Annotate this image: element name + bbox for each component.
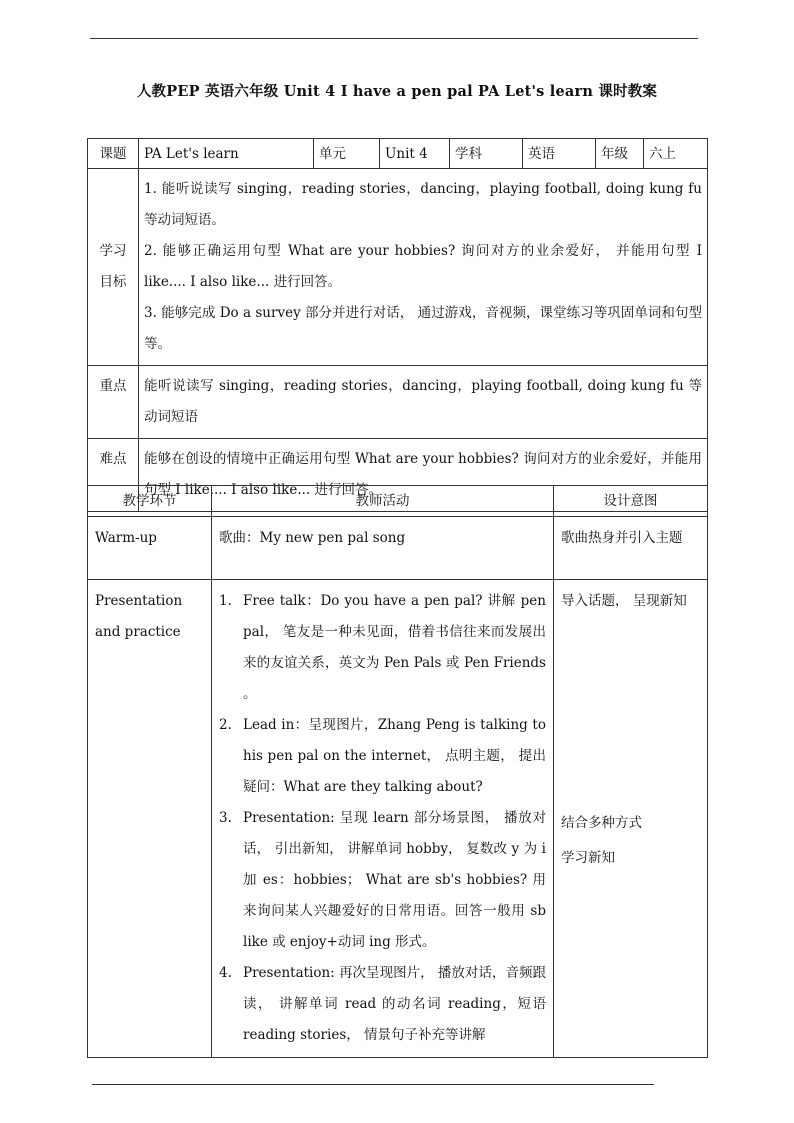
key-points-content: 能听说读写 singing，reading stories，dancing，playing football, doing kung fu 等动词短语 [139,366,708,439]
header-activity: 教师活动 [212,486,554,517]
unit-value: Unit 4 [380,139,450,169]
warmup-stage: Warm-up [88,517,212,580]
objectives-label: 学习目标 [88,169,139,366]
page-title: 人教PEP 英语六年级 Unit 4 I have a pen pal PA Let's learn 课时教案 [136,83,658,100]
objective-item-3: 3. 能够完成 Do a survey 部分并进行对话， 通过游戏，音视频，课堂练习等巩固单词和句型等。 [144,305,702,352]
warmup-intent: 歌曲热身并引入主题 [554,517,708,580]
subject-value: 英语 [523,139,596,169]
intent-line-1: 导入话题， 呈现新知 [561,593,687,609]
header-intent: 设计意图 [554,486,708,517]
unit-label: 单元 [314,139,380,169]
topic-value: PA Let's learn [139,139,314,169]
grade-value: 六上 [644,139,708,169]
presentation-intent [554,580,708,1058]
presentation-activity [212,580,554,1058]
activity-steps [219,586,546,1051]
header-rule [90,38,698,39]
activity-step: 3. Presentation: 呈现 learn 部分场景图， 播放对话， 引出新知， 讲解单词 hobby， 复数改 y 为 i 加 es：hobbies； What are sb's hobbies? 用来询问某人兴趣爱好的日常用语。回答一般用 sb like 或 enjoy+动词 ing 形式。 [219,810,546,950]
header-stage: 教学环节 [88,486,212,517]
lesson-info-table [87,138,708,512]
objectives-content [139,169,708,366]
intent-line-2: 结合多种方式 [561,815,642,831]
difficulties-content: 能够在创设的情境中正确运用句型 What are your hobbies? 询问对方的业余爱好，并能用句型 I like.... I also like... 进行回答。 [139,439,708,512]
key-points-label: 重点 [88,366,139,439]
objective-item-1: 1. 能听说读写 singing，reading stories，dancing，playing football, doing kung fu 等动词短语。 [144,181,702,228]
footer-rule [92,1084,654,1085]
warmup-activity: 歌曲：My new pen pal song [212,517,554,580]
activity-step: 1. Free talk：Do you have a pen pal? 讲解 pen pal， 笔友是一种未见面，借着书信往来而发展出来的友谊关系，英文为 Pen Pals 或 Pen Friends 。 [219,593,546,702]
teaching-process-table [87,485,708,1058]
subject-label: 学科 [450,139,523,169]
grade-label: 年级 [596,139,644,169]
intent-spacer [561,617,700,803]
objective-item-2: 2. 能够正确运用句型 What are your hobbies? 询问对方的业余爱好， 并能用句型 I like.... I also like... 进行回答。 [144,243,702,290]
topic-label: 课题 [88,139,139,169]
intent-line-3: 学习新知 [561,850,615,866]
presentation-stage: Presentation and practice [88,580,212,1058]
activity-step: 2. Lead in：呈现图片，Zhang Peng is talking to his pen pal on the internet， 点明主题， 提出疑问：What are they talking about? [219,717,546,795]
activity-step: 4. Presentation: 再次呈现图片， 播放对话，音频跟读， 讲解单词 read 的动名词 reading，短语 reading stories， 情景句子补充等讲解 [219,965,546,1043]
difficulties-label: 难点 [88,439,139,512]
